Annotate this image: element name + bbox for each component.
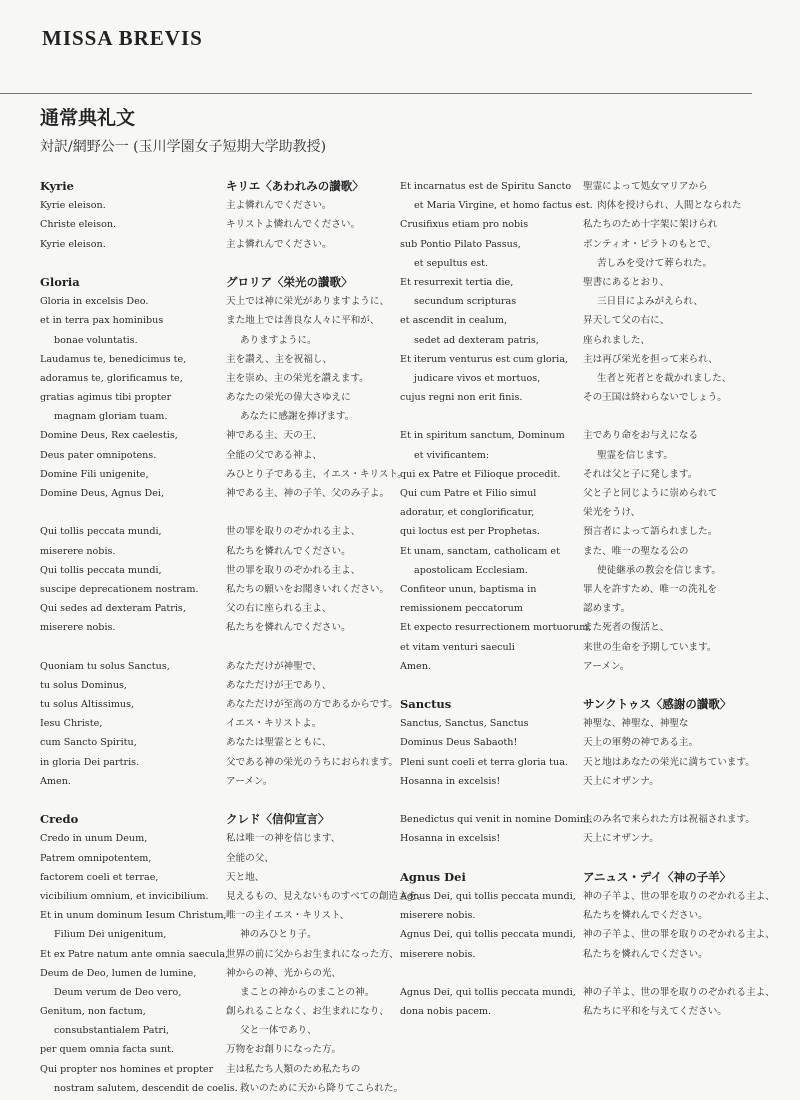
text-line: Et ex Patre natum ante omnia saecula, bbox=[40, 948, 229, 960]
text-line: 唯一の主イエス・キリスト、 bbox=[226, 910, 350, 922]
text-line: Deum verum de Deo vero, bbox=[54, 986, 182, 998]
text-line: あなたの栄光の偉大さゆえに bbox=[226, 392, 351, 404]
text-line: in gloria Dei partris. bbox=[40, 756, 140, 768]
text-line: 神である主、神の子羊、父のみ子よ。 bbox=[226, 488, 390, 499]
text-line: adoratur, et conglorificatur, bbox=[400, 507, 535, 519]
section-heading: Credo bbox=[40, 812, 79, 827]
text-line: remissionem peccatorum bbox=[400, 603, 523, 615]
text-line: 天上にオザンナ。 bbox=[583, 775, 659, 787]
text-line: イエス・キリストよ。 bbox=[226, 718, 322, 730]
text-line: 万物をお創りになった方。 bbox=[226, 1044, 342, 1056]
stanza-gap bbox=[583, 964, 763, 983]
text-line: 生者と死者とを裁かれました、 bbox=[597, 372, 732, 384]
text-line: 世の罪を取りのぞかれる主よ、 bbox=[226, 564, 361, 576]
text-line: Et iterum venturus est cum gloria, bbox=[400, 353, 569, 365]
text-line: 来世の生命を予期しています。 bbox=[583, 641, 717, 653]
text-line: Confiteor unun, baptisma in bbox=[400, 583, 537, 595]
text-line: 私たちの願いをお聞きいれください。 bbox=[226, 583, 390, 595]
text-line: Benedictus qui venit in nomine Domini. bbox=[400, 814, 593, 826]
text-line: tu solus Altissimus, bbox=[40, 699, 135, 711]
text-line: 世の罪を取りのぞかれる主よ、 bbox=[226, 526, 361, 538]
text-line: sub Pontio Pilato Passus, bbox=[400, 238, 521, 250]
text-line: 聖書にあるとおり、 bbox=[583, 276, 670, 288]
text-line: factorem coeli et terrae, bbox=[40, 871, 159, 883]
text-line: 私は唯一の神を信じます、 bbox=[226, 833, 341, 845]
text-line: 全能の父、 bbox=[226, 852, 274, 864]
text-line: アーメン。 bbox=[583, 660, 630, 672]
text-line: Kyrie eleison. bbox=[40, 200, 106, 212]
text-line: magnam gloriam tuam. bbox=[54, 411, 168, 423]
text-line: 神の子羊よ、世の罪を取りのぞかれる主よ、 bbox=[583, 929, 775, 941]
text-line: 神聖な、神聖な、神聖な bbox=[583, 718, 689, 730]
latin-column-1 bbox=[40, 177, 238, 1098]
text-line: dona nobis pacem. bbox=[400, 1006, 492, 1018]
text-line: あなたは聖霊とともに、 bbox=[226, 737, 332, 749]
text-line: Pleni sunt coeli et terra gloria tua. bbox=[400, 756, 568, 768]
stanza-gap bbox=[400, 407, 580, 426]
text-line: 使徒継承の教会を信じます。 bbox=[597, 564, 721, 576]
text-line: sedet ad dexteram patris, bbox=[414, 334, 539, 346]
text-line: qui ex Patre et Filioque procedit. bbox=[400, 468, 561, 480]
text-line: 父の右に座られる主よ、 bbox=[226, 603, 332, 615]
text-line: 苦しみを受けて葬られた。 bbox=[597, 257, 713, 269]
text-line: et Maria Virgine, et homo factus est. bbox=[414, 200, 593, 212]
text-line: あなただけが至高の方であるからです。 bbox=[226, 699, 398, 711]
japanese-column-2 bbox=[583, 177, 775, 1021]
text-line: 天と地、 bbox=[226, 871, 265, 883]
text-line: miserere nobis. bbox=[400, 948, 476, 960]
text-line: 私たちを憐れんでください。 bbox=[583, 910, 708, 922]
text-line: あなただけが王であり、 bbox=[226, 679, 332, 691]
stanza-gap bbox=[40, 791, 215, 810]
text-line: 天上にオザンナ。 bbox=[583, 833, 659, 845]
text-line: 預言者によって語られました。 bbox=[583, 526, 718, 538]
text-line: Patrem omnipotentem, bbox=[40, 852, 152, 864]
text-line: ありますように。 bbox=[240, 334, 317, 346]
text-line: 父である神の栄光のうちにおられます。 bbox=[226, 756, 398, 768]
text-line: 主は私たち人類のため私たちの bbox=[226, 1063, 361, 1075]
text-line: qui loctus est per Prophetas. bbox=[400, 526, 540, 538]
text-line: Crusifixus etiam pro nobis bbox=[400, 219, 529, 231]
stanza-gap bbox=[40, 503, 215, 522]
section-heading: Kyrie bbox=[40, 179, 74, 193]
text-line: consubstantialem Patri, bbox=[54, 1025, 170, 1037]
text-line: 主を崇め、主の栄光を讃えます。 bbox=[226, 372, 369, 384]
text-line: 救いのために天から降りてこられた。 bbox=[240, 1082, 404, 1094]
text-line: secundum scripturas bbox=[414, 296, 517, 308]
text-line: 天と地はあなたの栄光に満ちています。 bbox=[583, 756, 755, 768]
text-line: Qui tollis peccata mundi, bbox=[40, 564, 162, 576]
text-line: Gloria in excelsis Deo. bbox=[40, 296, 149, 308]
text-line: まことの神からのまことの神。 bbox=[240, 986, 375, 998]
text-line: キリストよ憐れんでください。 bbox=[226, 219, 361, 231]
text-line: nostram salutem, descendit de coelis. bbox=[54, 1082, 238, 1094]
text-line: Qui cum Patre et Filio simul bbox=[400, 488, 537, 499]
text-line: 罪人を許すため、唯一の洗礼を bbox=[583, 583, 717, 595]
text-line: Et in spiritum sanctum, Dominum bbox=[400, 430, 565, 442]
text-line: apostolicam Ecclesiam. bbox=[414, 564, 528, 576]
text-line: Genitum, non factum, bbox=[40, 1006, 146, 1018]
text-line: 天上の軍勢の神である主。 bbox=[583, 737, 699, 749]
text-line: Domine Fili unigenite, bbox=[40, 468, 149, 480]
section-heading: サンクトゥス〈感謝の讃歌〉 bbox=[583, 697, 732, 712]
text-line: et vivificantem: bbox=[414, 449, 490, 461]
text-line: 私たちのため十字架に架けられ bbox=[583, 219, 718, 231]
text-line: 主を讃え、主を祝福し、 bbox=[226, 353, 333, 365]
text-line: Qui propter nos homines et propter bbox=[40, 1063, 214, 1075]
text-line: Agnus Dei, qui tollis peccata mundi, bbox=[400, 890, 576, 902]
text-line: et ascendit in cealum, bbox=[400, 315, 508, 327]
text-line: Domine Deus, Rex caelestis, bbox=[40, 430, 178, 442]
stanza-gap bbox=[400, 791, 580, 810]
text-line: 私たちを憐れんでください。 bbox=[226, 545, 351, 557]
text-line: miserere nobis. bbox=[40, 622, 116, 634]
text-line: Filium Dei unigenitum, bbox=[54, 929, 167, 941]
section-heading: Agnus Dei bbox=[400, 869, 466, 884]
text-line: miserere nobis. bbox=[400, 910, 476, 922]
text-line: 創られることなく、お生まれになり、 bbox=[226, 1006, 389, 1018]
text-line: adoramus te, glorificamus te, bbox=[40, 372, 183, 384]
text-line: Et expecto resurrectionem mortuorum, bbox=[400, 622, 592, 634]
text-line: その王国は終わらないでしょう。 bbox=[583, 392, 727, 404]
text-line: あなただけが神聖で、 bbox=[226, 660, 322, 672]
text-line: vicibilium omnium, et invicibilium. bbox=[40, 890, 209, 902]
text-line: Laudamus te, benedicimus te, bbox=[40, 353, 187, 365]
text-line: 昇天して父の右に、 bbox=[583, 315, 670, 327]
text-line: 神からの神、光からの光、 bbox=[226, 967, 342, 979]
text-line: 座られました、 bbox=[583, 334, 651, 346]
text-line: et vitam venturi saeculi bbox=[400, 641, 515, 653]
text-line: Agnus Dei, qui tollis peccata mundi, bbox=[400, 929, 576, 941]
text-line: Iesu Christe, bbox=[40, 718, 103, 730]
text-line: Et incarnatus est de Spiritu Sancto bbox=[400, 181, 572, 192]
text-line: 世界の前に父からお生まれになった方、 bbox=[226, 948, 399, 960]
section-heading: クレド〈信仰宣言〉 bbox=[226, 812, 330, 827]
text-line: 神のみひとり子。 bbox=[240, 929, 317, 941]
stanza-gap bbox=[583, 791, 763, 810]
text-line: 神の子羊よ、世の罪を取りのぞかれる主よ、 bbox=[583, 890, 775, 902]
text-line: miserere nobis. bbox=[40, 545, 116, 557]
text-line: per quem omnia facta sunt. bbox=[40, 1044, 174, 1056]
text-line: judicare vivos et mortuos, bbox=[414, 372, 541, 384]
stanza-gap bbox=[226, 254, 396, 273]
text-line: 主よ憐れんでください。 bbox=[226, 200, 332, 212]
stanza-gap bbox=[583, 676, 763, 695]
title-divider bbox=[0, 93, 752, 94]
text-line: 神である主、天の王、 bbox=[226, 430, 322, 442]
text-line: 父と子と同じように崇められて bbox=[583, 488, 718, 499]
text-line: Qui tollis peccata mundi, bbox=[40, 526, 162, 538]
text-line: Credo in unum Deum, bbox=[40, 833, 148, 845]
stanza-gap bbox=[226, 503, 396, 522]
text-line: cujus regni non erit finis. bbox=[400, 392, 523, 404]
text-line: 認めます。 bbox=[583, 603, 631, 615]
text-line: Et resurrexit tertia die, bbox=[400, 276, 514, 288]
text-line: Domine Deus, Agnus Dei, bbox=[40, 488, 164, 499]
text-line: cum Sancto Spiritu, bbox=[40, 737, 137, 749]
text-line: suscipe deprecationem nostram. bbox=[40, 583, 199, 595]
text-line: みひとり子である主、イエス・キリスト。 bbox=[226, 468, 407, 480]
text-line: Deus pater omnipotens. bbox=[40, 449, 157, 461]
text-line: Agnus Dei, qui tollis peccata mundi, bbox=[400, 986, 576, 998]
text-line: 私たちを憐れんでください。 bbox=[583, 948, 708, 960]
text-line: それは父と子に発します。 bbox=[583, 468, 698, 480]
stanza-gap bbox=[583, 407, 763, 426]
translator-credit: 対訳/網野公一 (玉川学園女子短期大学助教授) bbox=[40, 139, 327, 155]
text-line: Deum de Deo, lumen de lumine, bbox=[40, 967, 197, 979]
text-line: 神の子羊よ、世の罪を取りのぞかれる主よ、 bbox=[583, 986, 775, 998]
text-line: 天上では神に栄光がありますように、 bbox=[226, 296, 390, 308]
text-line: 主のみ名で来られた方は祝福されます。 bbox=[583, 814, 755, 826]
text-line: Amen. bbox=[400, 660, 431, 672]
text-line: また地上では善良な人々に平和が、 bbox=[226, 315, 380, 327]
text-line: 肉体を授けられ、人間となられた bbox=[597, 200, 742, 212]
text-line: Quoniam tu solus Sanctus, bbox=[40, 660, 170, 672]
text-line: Hosanna in excelsis! bbox=[400, 833, 501, 845]
text-line: Et in unum dominum Iesum Christum, bbox=[40, 910, 227, 922]
stanza-gap bbox=[400, 676, 580, 695]
text-line: 主であり命をお与えになる bbox=[583, 430, 699, 442]
text-line: 私たちを憐れんでください。 bbox=[226, 622, 351, 634]
stanza-gap bbox=[400, 849, 580, 868]
text-line: Kyrie eleison. bbox=[40, 238, 106, 250]
text-line: 全能の父である神よ、 bbox=[226, 449, 322, 461]
stanza-gap bbox=[400, 964, 580, 983]
text-line: bonae voluntatis. bbox=[54, 334, 138, 346]
text-line: また、唯一の聖なる公の bbox=[583, 545, 689, 557]
section-heading: グロリア〈栄光の讃歌〉 bbox=[226, 274, 353, 289]
text-line: 私たちに平和を与えてください。 bbox=[583, 1006, 727, 1018]
text-line: また死者の復活と、 bbox=[583, 622, 670, 634]
latin-column-2 bbox=[400, 177, 593, 1021]
stanza-gap bbox=[583, 849, 763, 868]
text-line: 主よ憐れんでください。 bbox=[226, 238, 332, 250]
text-line: 聖霊を信じます。 bbox=[597, 449, 673, 461]
text-line: 見えるもの、見えないものすべての創造主を。 bbox=[226, 890, 427, 902]
text-line: 栄光をうけ、 bbox=[583, 507, 641, 519]
text-line: あなたに感謝を捧げます。 bbox=[240, 411, 355, 423]
section-heading: Gloria bbox=[40, 274, 80, 289]
stanza-gap bbox=[226, 791, 396, 810]
section-title: 通常典礼文 bbox=[40, 107, 136, 129]
text-line: Dominus Deus Sabaoth! bbox=[400, 737, 518, 749]
page-title: MISSA BREVIS bbox=[42, 26, 203, 50]
text-line: 主は再び栄光を担って来られ、 bbox=[583, 353, 718, 365]
text-line: 父と一体であり、 bbox=[240, 1025, 317, 1037]
text-line: Qui sedes ad dexteram Patris, bbox=[40, 603, 186, 615]
section-heading: キリエ〈あわれみの讃歌〉 bbox=[226, 179, 364, 193]
text-line: Et unam, sanctam, catholicam et bbox=[400, 545, 560, 557]
text-line: Christe eleison. bbox=[40, 219, 117, 231]
text-line: et in terra pax hominibus bbox=[40, 315, 164, 327]
section-heading: Sanctus bbox=[400, 697, 452, 712]
text-line: ポンティオ・ピラトのもとで、 bbox=[583, 238, 717, 250]
section-heading: アニュス・デイ〈神の子羊〉 bbox=[583, 869, 732, 884]
text-line: tu solus Dominus, bbox=[40, 679, 127, 691]
stanza-gap bbox=[40, 638, 215, 657]
text-line: Sanctus, Sanctus, Sanctus bbox=[400, 718, 529, 730]
text-line: 三日目によみがえられ、 bbox=[597, 296, 704, 308]
stanza-gap bbox=[226, 638, 396, 657]
text-line: 聖霊によって処女マリアから bbox=[583, 181, 708, 192]
text-line: gratias agimus tibi propter bbox=[40, 392, 172, 404]
text-line: Hosanna in excelsis! bbox=[400, 775, 501, 787]
text-line: Amen. bbox=[40, 775, 71, 787]
text-line: アーメン。 bbox=[226, 775, 273, 787]
text-line: et sepultus est. bbox=[414, 257, 489, 269]
stanza-gap bbox=[40, 254, 215, 273]
